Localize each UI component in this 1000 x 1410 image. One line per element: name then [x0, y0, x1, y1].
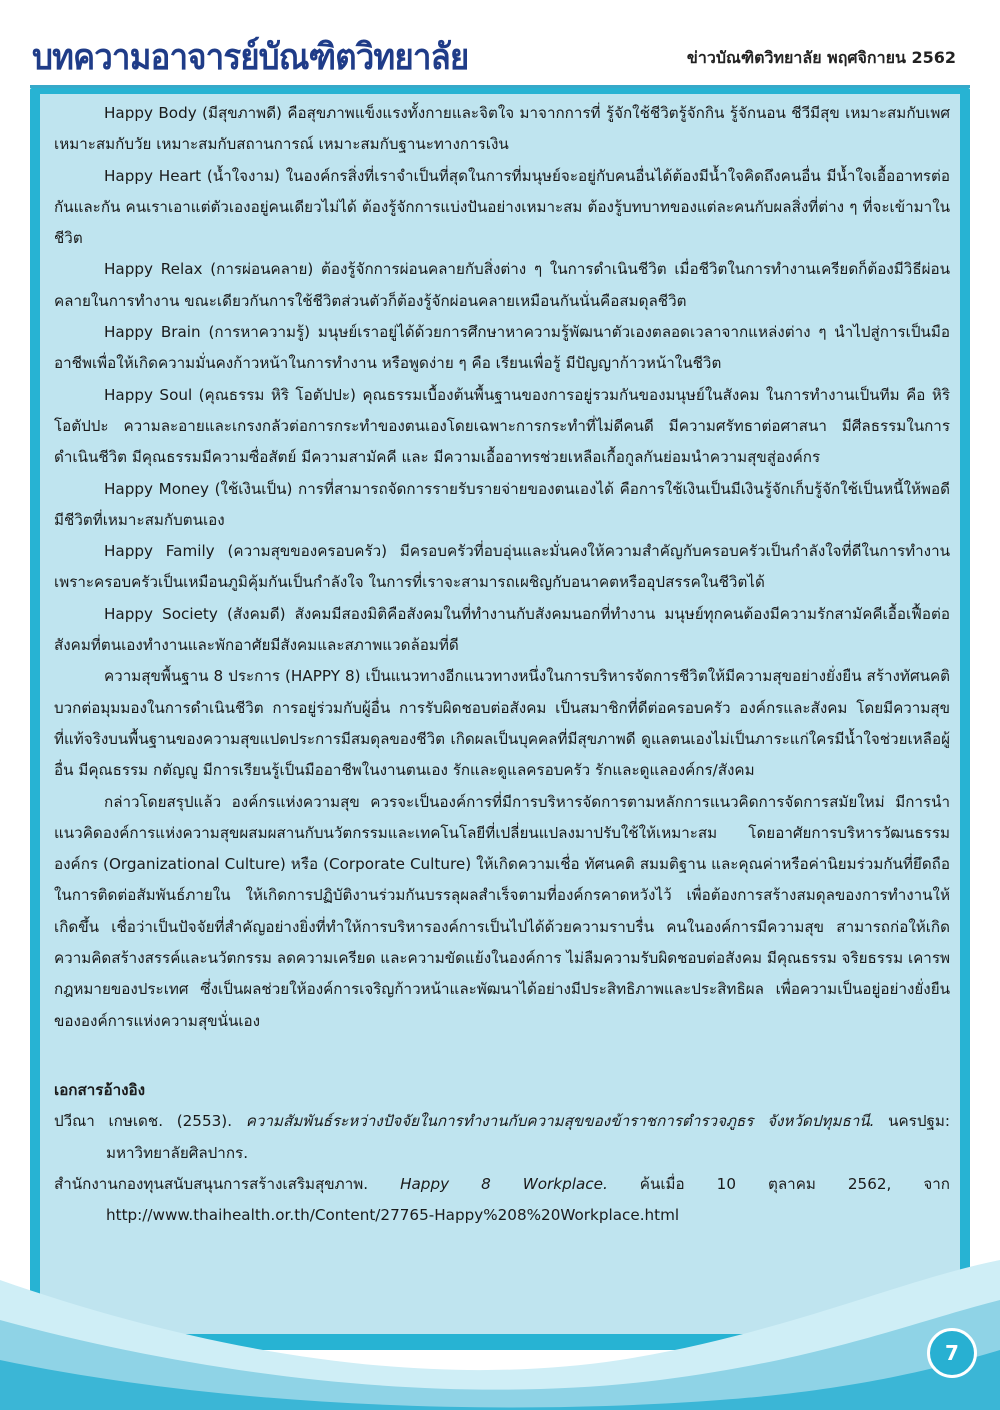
paragraph: Happy Body (มีสุขภาพดี) คือสุขภาพแข็งแรงทั้งกายและจิตใจ มาจากการที่ รู้จักใช้ชีวิตรู้จักกิน รู้จักนอน ชีวีมีสุข เหมาะสมกับเพศ เหมาะสมกับวัย เหมาะสมกับสถานการณ์ เหมาะสมกับฐานะทางการเงิน [54, 104, 950, 154]
paragraph: Happy Brain (การหาความรู้) มนุษย์เราอยู่ได้ด้วยการศึกษาหาความรู้พัฒนาตัวเองตลอดเวลาจากแหล่งต่าง ๆ นำไปสู่การเป็นมืออาชีพเพื่อให้เกิดความมั่นคงก้าวหน้าในการทำงาน หรือพูดง่าย ๆ คือ เรียนเพื่อรู้ มีปัญญาก้าวหน้าในชีวิต [54, 323, 950, 373]
reference-author: สำนักงานกองทุนสนับสนุนการสร้างเสริมสุขภาพ. [54, 1174, 401, 1193]
issue-label: ข่าวบัณฑิตวิทยาลัย พฤศจิกายน 2562 [686, 48, 956, 67]
paragraph: ความสุขพื้นฐาน 8 ประการ (HAPPY 8) เป็นแนวทางอีกแนวทางหนึ่งในการบริหารจัดการชีวิตให้มีความสุขอย่างยั่งยืน สร้างทัศนคติบวกต่อมุมมองในการดำเนินชีวิต การอยู่ร่วมกับผู้อื่น การรับผิดชอบต่อสังคม เป็นสมาชิกที่ดีต่อครอบครัว องค์กรและสังคม โดยมีความสุขที่แท้จริงบนพื้นฐานของความสุขแปดประการมีสมดุลของชีวิต เกิดผลเป็นบุคคลที่มีสุขภาพดี ดูแลตนเองไม่เป็นภาระแก่ใครมีน้ำใจช่วยเหลือผู้อื่น มีคุณธรรม กตัญญู มีการเรียนรู้เป็นมืออาชีพในงานตนเอง รักและดูแลครอบครัว รักและดูแลองค์กร/สังคม [54, 667, 950, 780]
page-header [30, 30, 970, 88]
paragraph: Happy Relax (การผ่อนคลาย) ต้องรู้จักการผ่อนคลายกับสิ่งต่าง ๆ ในการดำเนินชีวิต เมื่อชีวิตในการทำงานเครียดก็ต้องมีวิธีผ่อนคลายในการทำงาน ขณะเดียวกันการใช้ชีวิตส่วนตัวก็ต้องรู้จักผ่อนคลายเหมือนกันนั่นคือสมดุลชีวิต [54, 260, 950, 310]
article-body [54, 98, 950, 1231]
reference-publisher: นครปฐม: มหาวิทยาลัยศิลปากร. [106, 1112, 950, 1162]
decorative-waves [0, 1240, 1000, 1410]
reference-title: Happy 8 Workplace. [400, 1174, 608, 1193]
references-heading: เอกสารอ้างอิง [54, 1080, 146, 1099]
reference-item [54, 1169, 950, 1232]
reference-item [54, 1106, 950, 1169]
paragraph: Happy Soul (คุณธรรม หิริ โอตัปปะ) คุณธรรมเบื้องต้นพื้นฐานของการอยู่รวมกันของมนุษย์ในสังคม ในการทำงานเป็นทีม คือ หิริ โอตัปปะ ความละอายและเกรงกลัวต่อการกระทำของตนเองโดยเฉพาะการกระทำที่ไม่ดีคนดี มีความศรัทธาต่อศาสนา มีศีลธรรมในการดำเนินชีวิต มีคุณธรรมมีความซื่อสัตย์ มีความสามัคคี และ มีความเอื้ออาทรช่วยเหลือเกื้อกูลกันย่อมนำความสุขสู่องค์กร [54, 385, 950, 467]
reference-title: ความสัมพันธ์ระหว่างปัจจัยในการทำงานกับความสุขของข้าราชการตำรวจภูธร จังหวัดปทุมธานี. [245, 1112, 875, 1131]
paragraph: Happy Family (ความสุขของครอบครัว) มีครอบครัวที่อบอุ่นและมั่นคงให้ความสำคัญกับครอบครัวเป็นกำลังใจที่ดีในการทำงาน เพราะครอบครัวเป็นเหมือนภูมิคุ้มกันเป็นกำลังใจ ในการที่เราจะสามารถเผชิญกับอนาคตหรืออุปสรรคในชีวิตได้ [54, 542, 950, 592]
paragraph: Happy Heart (น้ำใจงาม) ในองค์กรสิ่งที่เราจำเป็นที่สุดในการที่มนุษย์จะอยู่กับคนอื่นได้ต้องมีน้ำใจคิดถึงคนอื่น มีน้ำใจเอื้ออาทรต่อกันและกัน คนเราเอาแต่ตัวเองอยู่คนเดียวไม่ได้ ต้องรู้จักการแบ่งปันอย่างเหมาะสม ต้องรู้บทบาทของแต่ละคนกับผลสิ่งที่ต่าง ๆ ที่จะเข้ามาในชีวิต [54, 166, 950, 248]
paragraph: กล่าวโดยสรุปแล้ว องค์กรแห่งความสุข ควรจะเป็นองค์การที่มีการบริหารจัดการตามหลักการแนวคิดการจัดการสมัยใหม่ มีการนำแนวคิดองค์การแห่งความสุขผสมผสานกับนวัตกรรมและเทคโนโลยีที่เปลี่ยนแปลงมาปรับใช้ให้เหมาะสม โดยอาศัยการบริหารวัฒนธรรมองค์กร (Organizational Culture) หรือ (Corporate Culture) ให้เกิดความเชื่อ ทัศนคติ สมมติฐาน และคุณค่าหรือค่านิยมร่วมกันที่ยึดถือในการติดต่อสัมพันธ์ภายใน ให้เกิดการปฏิบัติงานร่วมกันบรรลุผลสำเร็จตามที่องค์กรคาดหวังไว้ เพื่อต้องการสร้างสมดุลของการทำงานให้เกิดขึ้น เชื่อว่าเป็นปัจจัยที่สำคัญอย่างยิ่งที่ทำให้การบริหารองค์การเป็นไปได้ด้วยความราบรื่น คนในองค์การมีความสุข สามารถก่อให้เกิดความคิดสร้างสรรค์และนวัตกรรม ลดความเครียด และความขัดแย้งในองค์การ ไม่ลืมความรับผิดชอบต่อสังคม มีคุณธรรม จริยธรรม เคารพกฎหมายของประเทศ ซึ่งเป็นผลช่วยให้องค์การเจริญก้าวหน้าและพัฒนาได้อย่างมีประสิทธิภาพและประสิทธิผล เพื่อความเป็นอยู่อย่างยั่งยืนขององค์การแห่งความสุขนั่นเอง [54, 792, 950, 1030]
reference-author: ปวีณา เกษเดช. (2553). [54, 1112, 246, 1131]
page-number-badge: 7 [927, 1328, 977, 1378]
page-title: บทความอาจารย์บัณฑิตวิทยาลัย [32, 37, 469, 78]
paragraph: Happy Money (ใช้เงินเป็น) การที่สามารถจัดการรายรับรายจ่ายของตนเองได้ คือการใช้เงินเป็นมีเงินรู้จักเก็บรู้จักใช้เป็นหนี้ให้พอดี มีชีวิตที่เหมาะสมกับตนเอง [54, 479, 950, 529]
reference-link[interactable]: ค้นเมื่อ 10 ตุลาคม 2562, จาก http://www.thaihealth.or.th/Content/27765-Happy%208%20Workplace.html [106, 1174, 950, 1225]
paragraph: Happy Society (สังคมดี) สังคมมีสองมิติคือสังคมในที่ทำงานกับสังคมนอกที่ทำงาน มนุษย์ทุกคนต้องมีความรักสามัคคีเอื้อเฟื้อต่อสังคมที่ตนเองทำงานและพักอาศัยมีสังคมและสภาพแวดล้อมที่ดี [54, 604, 950, 655]
